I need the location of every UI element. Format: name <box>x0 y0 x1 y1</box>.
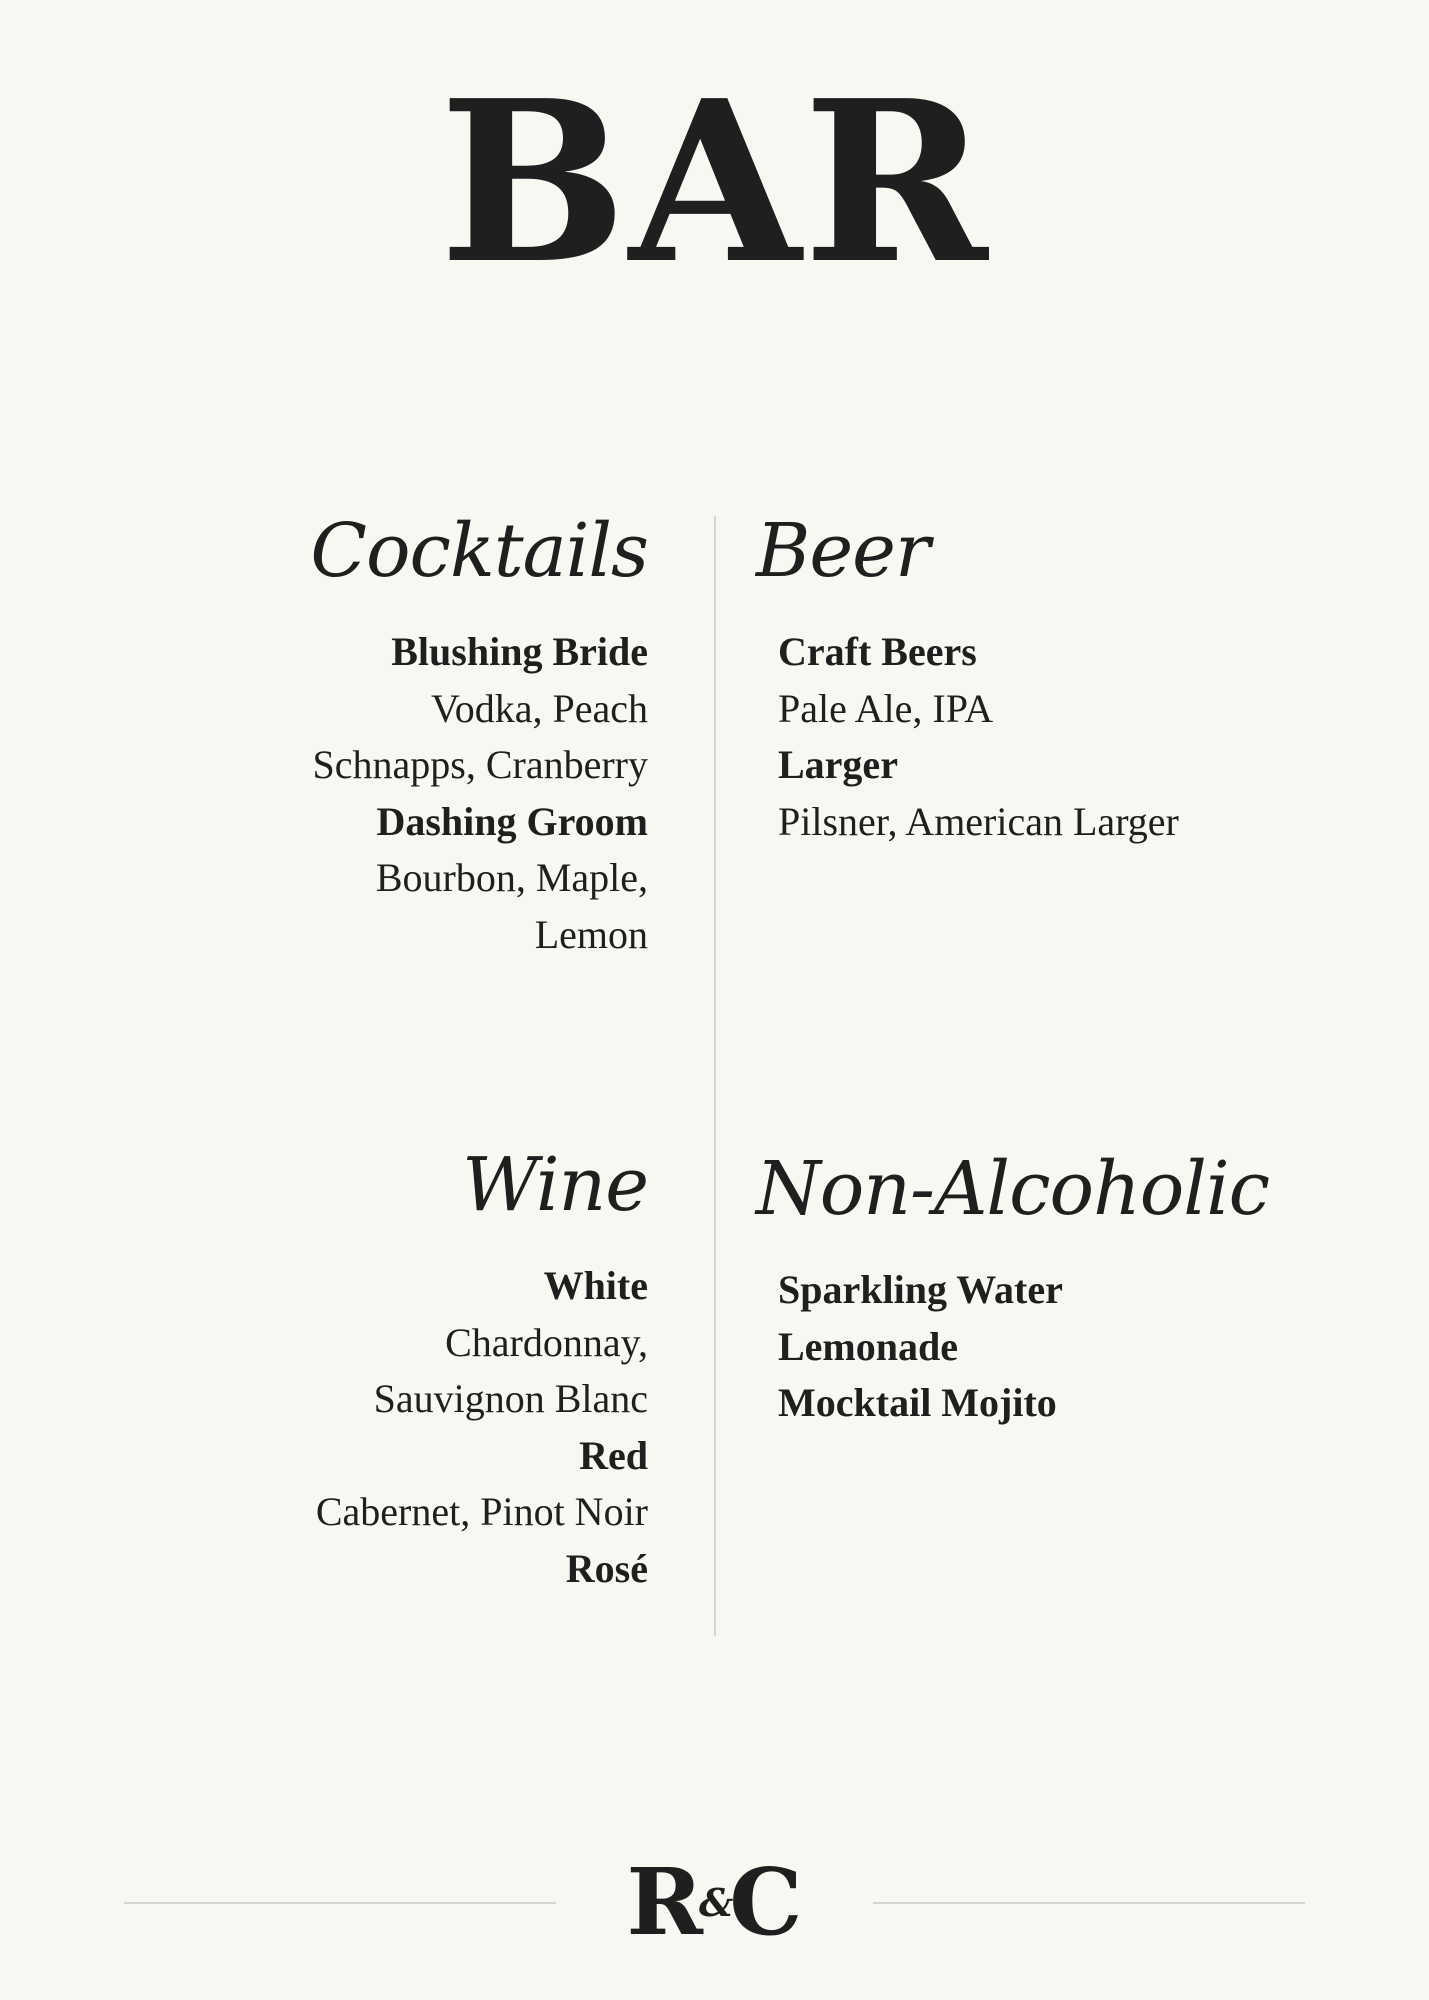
non-alcoholic-section <box>756 1146 1270 1432</box>
menu-line: Craft Beers <box>778 629 977 674</box>
menu-line: Sauvignon Blanc <box>373 1376 648 1422</box>
menu-line: Red <box>579 1432 648 1478</box>
monogram-second-initial: C <box>729 1848 803 1956</box>
menu-line: Lemonade <box>778 1323 958 1369</box>
footer-rule-right <box>873 1902 1305 1904</box>
monogram-ampersand: & <box>698 1880 734 1925</box>
footer-rule-left <box>124 1902 556 1904</box>
beer-section <box>756 508 1218 850</box>
menu-line: Sparkling Water <box>778 1267 1063 1312</box>
non-alcoholic-heading: Non-Alcoholic <box>756 1146 1270 1232</box>
menu-line: Schnapps, Cranberry <box>312 742 648 788</box>
cocktails-heading: Cocktails <box>310 508 648 594</box>
page-title: BAR <box>439 53 990 313</box>
wine-list <box>208 1258 648 1598</box>
menu-line: Dashing Groom <box>376 798 648 844</box>
wine-section <box>208 1142 648 1598</box>
menu-line: Pale Ale, IPA <box>778 685 994 731</box>
menu-line: Larger <box>778 742 898 788</box>
center-divider <box>714 516 716 1636</box>
menu-line: Cabernet, Pinot Noir <box>315 1489 648 1535</box>
menu-line: Chardonnay, <box>445 1319 648 1365</box>
wine-heading: Wine <box>462 1142 648 1228</box>
non-alcoholic-list <box>778 1262 1218 1432</box>
menu-line: Vodka, Peach <box>431 685 648 731</box>
menu-line: Blushing Bride <box>391 629 648 674</box>
menu-line: Mocktail Mojito <box>778 1380 1057 1426</box>
cocktails-list <box>208 624 648 964</box>
beer-list <box>778 624 1218 850</box>
monogram-first-initial: R <box>626 1848 703 1956</box>
menu-line: Lemon <box>534 911 648 957</box>
menu-line: Pilsner, American Larger <box>778 798 1179 844</box>
cocktails-section <box>208 508 648 964</box>
beer-heading: Beer <box>756 508 930 594</box>
menu-line: Rosé <box>565 1545 648 1591</box>
menu-line: White <box>543 1263 648 1308</box>
monogram-logo <box>614 1848 815 1956</box>
menu-line: Bourbon, Maple, <box>375 855 648 901</box>
